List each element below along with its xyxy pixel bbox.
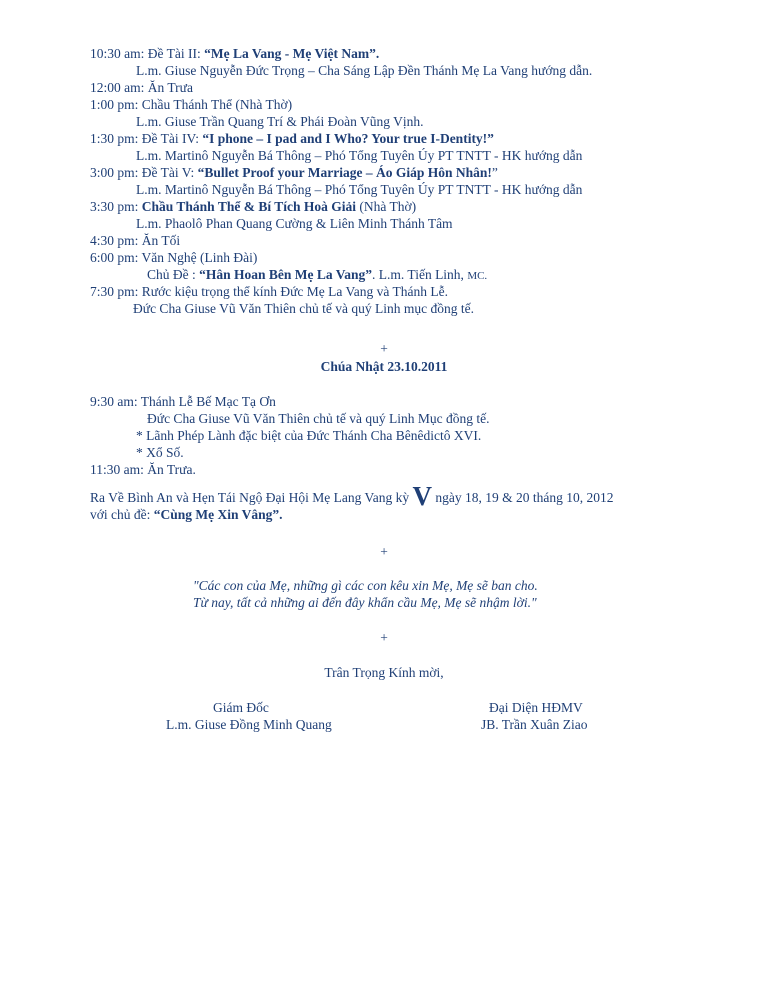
item-text: Văn Nghệ (Linh Đài) [138,250,258,265]
time-label: 1:00 pm: [90,97,139,112]
schedule-subline: L.m. Giuse Trần Quang Trí & Phái Đoàn Vũng Vịnh. [136,114,424,129]
closing-theme [90,506,283,523]
schedule-item [90,164,498,181]
schedule-subline: L.m. Giuse Nguyễn Đức Trọng – Cha Sáng Lập Đền Thánh Mẹ La Vang hướng dẫn. [136,63,593,78]
item-text: Ăn Trưa [144,80,193,95]
item-text: Đề Tài II: [144,46,205,61]
schedule-subline: * Lãnh Phép Lành đặc biệt của Đức Thánh Cha Bênêdictô XVI. [136,428,482,443]
schedule-subline: Đức Cha Giuse Vũ Văn Thiên chủ tế và quý Linh mục đồng tế. [133,301,475,316]
item-text: Ăn Tối [138,233,181,248]
cross-separator: + [380,630,388,645]
schedule-subline: L.m. Martinô Nguyễn Bá Thông – Phó Tổng Tuyên Úy PT TNTT - HK hướng dẫn [136,182,583,197]
schedule-item: 9:30 am: Thánh Lễ Bế Mạc Tạ Ơn [90,394,276,409]
schedule-item [90,198,416,215]
item-text: Chủ Đề : [147,267,200,282]
quote-line: "Các con của Mẹ, những gì các con kêu xin Mẹ, Mẹ sẽ ban cho. [193,578,538,593]
item-title: “Bullet Proof your Marriage – Áo Giáp Hôn Nhân! [197,165,492,180]
time-label: 3:00 pm: [90,165,139,180]
schedule-item [90,130,494,147]
time-label: 3:30 pm: [90,199,139,214]
invitation: Trân Trọng Kính mời, [324,665,444,680]
schedule-item [90,96,292,113]
time-label: 4:30 pm: [90,233,139,248]
item-text: Đề Tài V: [138,165,198,180]
sunday-title: Chúa Nhật 23.10.2011 [320,359,448,374]
schedule-item: 11:30 am: Ăn Trưa. [90,462,196,477]
schedule-subline: L.m. Martinô Nguyễn Bá Thông – Phó Tổng Tuyên Úy PT TNTT - HK hướng dẫn [136,148,583,163]
closing-text: Ra Về Bình An và Hẹn Tái Ngộ Đại Hội Mẹ Lang Vang kỳ [90,490,413,505]
theme-title: “Cùng Mẹ Xin Vâng”. [153,507,283,522]
item-title: “Mẹ La Vang - Mẹ Việt Nam”. [204,46,380,61]
item-title: Chầu Thánh Thể & Bí Tích Hoà Giải [141,199,356,214]
signer-title-left: Giám Đốc [213,700,269,715]
time-label: 7:30 pm: [90,284,139,299]
item-text-post: ” [491,165,498,180]
schedule-item [90,45,379,62]
item-text: Rước kiệu trọng thể kính Đức Mẹ La Vang và Thánh Lễ. [138,284,448,299]
item-title: “I phone – I pad and I Who? Your true I-Dentity!” [202,131,494,146]
schedule-item [90,249,257,266]
closing-date: ngày 18, 19 & 20 tháng 10, 2012 [431,490,614,505]
time-label: 12:00 am: [90,80,145,95]
cross-separator: + [380,544,388,559]
item-text: Đề Tài IV: [138,131,203,146]
time-label: 6:00 pm: [90,250,139,265]
quote-line: Từ nay, tất cả những ai đến đây khẩn cầu Mẹ, Mẹ sẽ nhậm lời." [193,595,537,610]
signer-name-left: L.m. Giuse Đồng Minh Quang [166,717,332,732]
cross-separator: + [380,341,388,356]
signer-title-right: Đại Diện HĐMV [489,700,583,715]
schedule-subline: * Xổ Số. [136,445,184,460]
closing-line [90,481,614,511]
item-text-post: . L.m. Tiến Linh, [372,267,468,282]
signer-name-right: JB. Trần Xuân Ziao [481,717,588,732]
schedule-item [90,232,180,249]
roman-numeral: V [412,481,432,511]
schedule-subline: L.m. Phaolô Phan Quang Cường & Liên Minh Thánh Tâm [136,216,453,231]
theme-label: với chủ đề: [90,507,154,522]
schedule-item [90,283,448,300]
schedule-item [90,79,193,96]
item-title: “Hân Hoan Bên Mẹ La Vang” [199,267,373,282]
mc-label: MC. [467,270,488,282]
schedule-subline: Đức Cha Giuse Vũ Văn Thiên chủ tế và quý Linh Mục đồng tế. [147,411,490,426]
item-text: Chầu Thánh Thể (Nhà Thờ) [138,97,293,112]
time-label: 10:30 am: [90,46,145,61]
time-label: 1:30 pm: [90,131,139,146]
item-text-post: (Nhà Thờ) [355,199,417,214]
